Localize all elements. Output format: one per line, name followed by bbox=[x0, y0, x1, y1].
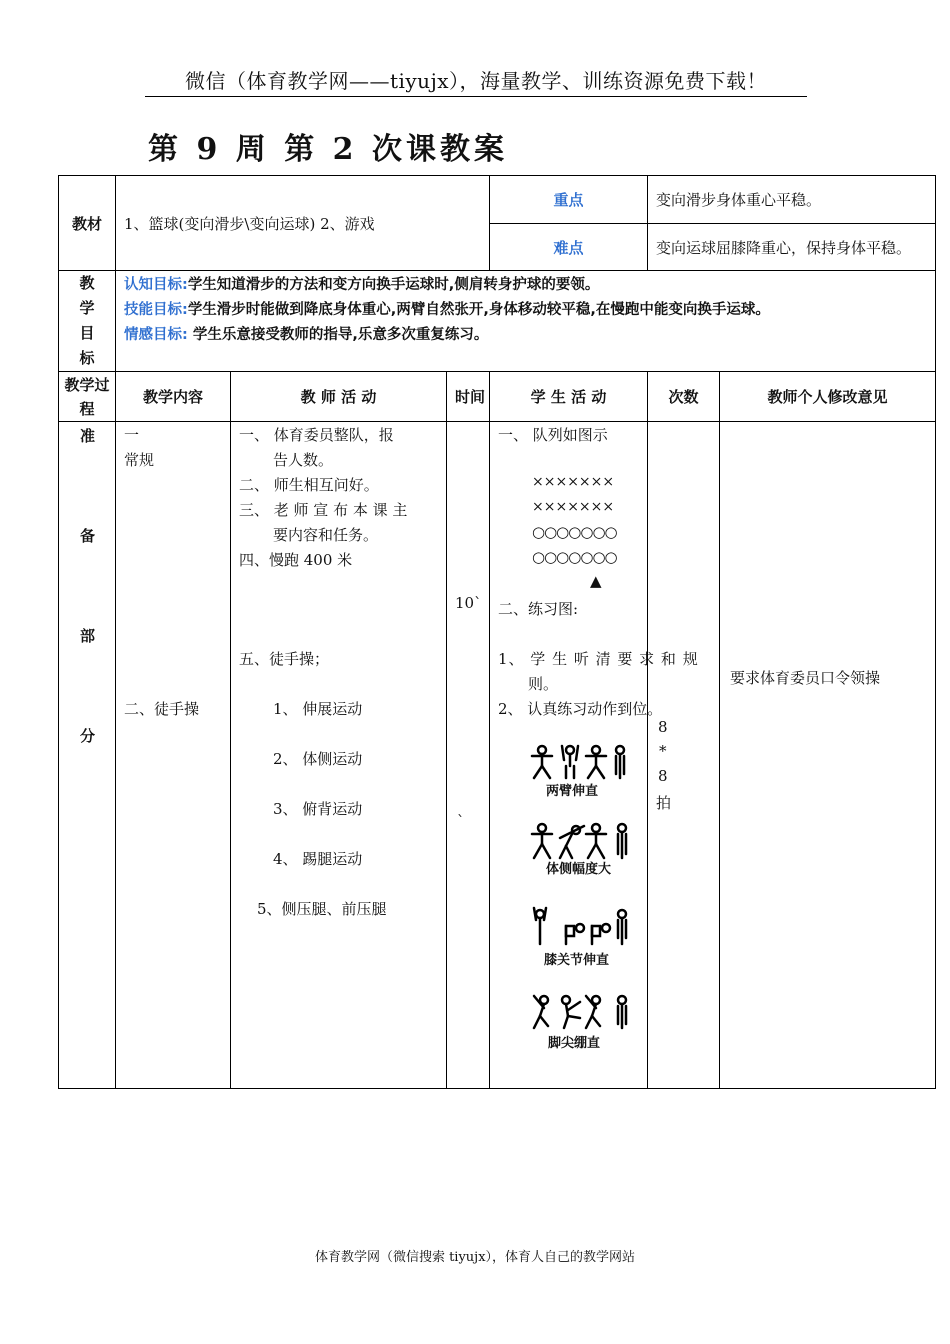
content-item: 二、徒手操 bbox=[124, 700, 200, 718]
materials-label: 教材 bbox=[59, 176, 116, 271]
count-char: * bbox=[659, 742, 667, 760]
col-time: 时间 bbox=[447, 372, 490, 422]
col-process: 教学过程 bbox=[59, 372, 116, 422]
section-label-char: 部 bbox=[79, 627, 95, 645]
teacher-item: 1、 伸展运动 bbox=[273, 700, 363, 718]
count-cell bbox=[648, 422, 720, 1089]
content-cell bbox=[116, 422, 231, 1089]
exercise-figure-side-bend bbox=[530, 822, 640, 860]
student-item: 一、 队列如图示 bbox=[498, 426, 608, 444]
student-activity-cell bbox=[490, 422, 699, 1089]
figure-caption: 膝关节伸直 bbox=[544, 953, 610, 968]
goals-label-char: 教 bbox=[79, 274, 95, 292]
teacher-activity-cell bbox=[231, 422, 447, 1089]
cognitive-goal: 认知目标:学生知道滑步的方法和变方向换手运球时,侧肩转身护球的要领。 bbox=[124, 277, 600, 293]
teacher-item: 2、 体侧运动 bbox=[273, 750, 363, 768]
teacher-item: 要内容和任务。 bbox=[273, 526, 379, 544]
goals-content bbox=[116, 271, 936, 372]
skill-goal: 技能目标:学生滑步时能做到降底身体重心,两臂自然张开,身体移动较平稳,在慢跑中能变向换手运球。 bbox=[124, 302, 770, 318]
formation-row: ○○○○○○○ bbox=[532, 548, 617, 566]
teacher-item: 三、 老 师 宣 布 本 课 主 bbox=[239, 501, 408, 519]
count-char: 拍 bbox=[656, 794, 672, 812]
col-content: 教学内容 bbox=[116, 372, 231, 422]
teacher-item: 五、徒手操； bbox=[239, 650, 330, 668]
content-item: 常规 bbox=[124, 451, 155, 469]
exercise-figure-toes bbox=[530, 994, 640, 1030]
teacher-item: 四、慢跑 400 米 bbox=[239, 551, 353, 569]
teacher-item: 一、 体育委员整队，报 bbox=[239, 426, 394, 444]
teacher-item: 3、 俯背运动 bbox=[273, 800, 363, 818]
exercise-figure-knees bbox=[530, 906, 640, 946]
difficulty-label: 难点 bbox=[490, 224, 648, 271]
exercise-figure-arms bbox=[530, 744, 640, 780]
section-label-char: 分 bbox=[79, 727, 95, 745]
comment-text: 要求体育委员口令领操 bbox=[730, 669, 881, 687]
col-student: 学 生 活 动 bbox=[490, 372, 648, 422]
key-point-label: 重点 bbox=[490, 176, 648, 224]
teacher-item: 5、侧压腿、前压腿 bbox=[257, 900, 387, 918]
col-teacher: 教 师 活 动 bbox=[231, 372, 447, 422]
student-item: 2、 认真练习动作到位。 bbox=[498, 700, 663, 718]
page-title: 第 9 周 第 2 次课教案 bbox=[148, 132, 508, 167]
count-char: 8 bbox=[658, 767, 668, 785]
key-point-text: 变向滑步身体重心平稳。 bbox=[648, 176, 936, 224]
goals-label-char: 标 bbox=[79, 349, 95, 367]
page-footer: 体育教学网（微信搜索 tiyujx），体育人自己的教学网站 bbox=[314, 1250, 636, 1265]
teacher-item: 二、 师生相互问好。 bbox=[239, 476, 379, 494]
teacher-position-marker: ▲ bbox=[590, 572, 602, 590]
time-value: 10` bbox=[455, 594, 482, 612]
student-item: 二、练习图: bbox=[498, 600, 579, 618]
figure-caption: 脚尖绷直 bbox=[548, 1036, 601, 1051]
formation-row: ××××××× bbox=[532, 499, 615, 515]
teacher-item: 4、 踢腿运动 bbox=[273, 850, 363, 868]
lesson-plan-table bbox=[58, 175, 936, 1089]
teacher-item: 告人数。 bbox=[273, 451, 334, 469]
col-comments: 教师个人修改意见 bbox=[720, 372, 936, 422]
goals-label-char: 学 bbox=[79, 299, 95, 317]
section-label-char: 准 bbox=[79, 427, 95, 445]
section-label bbox=[59, 422, 116, 1089]
goals-label bbox=[59, 271, 116, 372]
student-item: 1、 学 生 听 清 要 求 和 规 bbox=[498, 650, 699, 668]
materials-content: 1、篮球(变向滑步\变向运球) 2、游戏 bbox=[116, 176, 490, 271]
student-item: 则。 bbox=[528, 675, 559, 693]
goals-label-char: 目 bbox=[79, 324, 95, 342]
figure-caption: 体侧幅度大 bbox=[546, 862, 612, 877]
time-mark: ` bbox=[457, 812, 465, 830]
affective-goal: 情感目标: 学生乐意接受教师的指导,乐意多次重复练习。 bbox=[124, 327, 489, 343]
content-item: 一 bbox=[124, 426, 140, 444]
formation-row: ××××××× bbox=[532, 474, 615, 490]
header-note: 微信（体育教学网——tiyujx），海量教学、训练资源免费下载！ bbox=[145, 66, 807, 97]
formation-row: ○○○○○○○ bbox=[532, 523, 617, 541]
time-cell bbox=[447, 422, 490, 1089]
comments-cell bbox=[720, 422, 936, 1089]
figure-caption: 两臂伸直 bbox=[546, 784, 599, 799]
col-count: 次数 bbox=[648, 372, 720, 422]
count-char: 8 bbox=[658, 718, 668, 736]
difficulty-text: 变向运球屈膝降重心，保持身体平稳。 bbox=[648, 224, 936, 271]
section-label-char: 备 bbox=[79, 527, 95, 545]
